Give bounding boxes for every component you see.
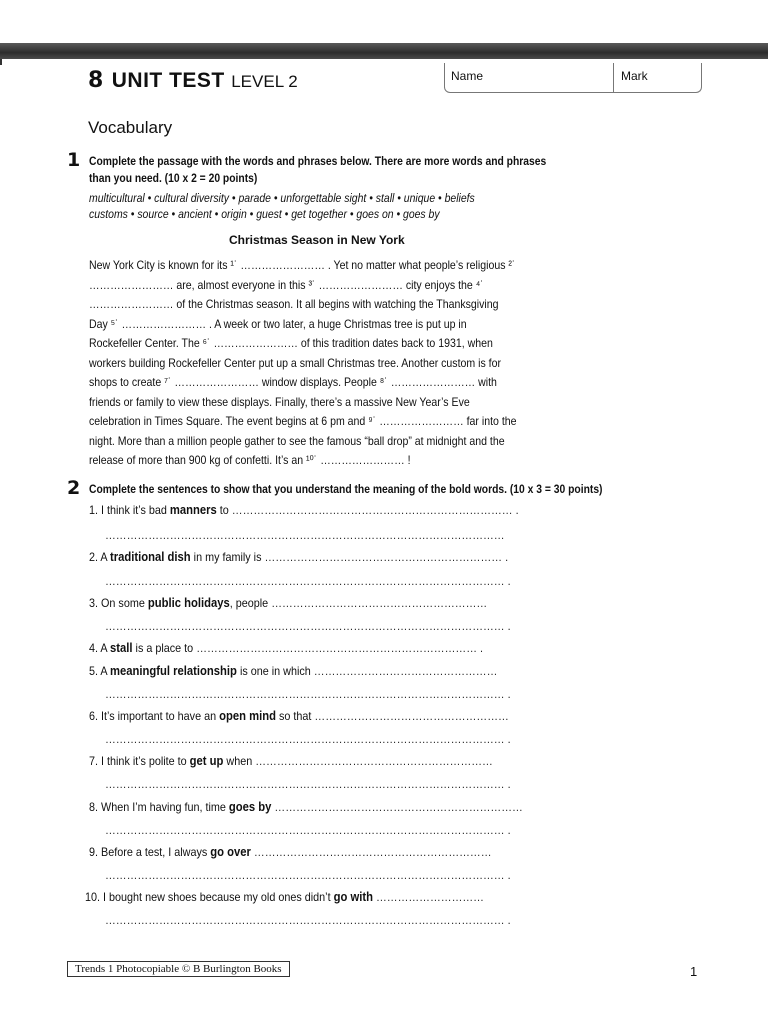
item-text: I bought new shoes because my old ones didn’t: [103, 890, 334, 904]
item-text: On some: [101, 596, 148, 610]
header-bar-tick: [0, 59, 2, 65]
item-number: 4.: [89, 641, 99, 655]
list-item: [89, 845, 492, 859]
item-text: when: [223, 754, 256, 768]
list-item: [89, 641, 483, 655]
answer-blank[interactable]: ………………………………………………: [314, 709, 509, 723]
word-bank: [89, 190, 507, 222]
answer-blank-line[interactable]: ………………………………………………………………………………………………… .: [105, 619, 511, 633]
name-mark-box: [444, 63, 702, 93]
item-text: , people: [229, 596, 272, 610]
answer-blank[interactable]: ……………………………………………: [313, 664, 498, 678]
name-field-label[interactable]: Name: [451, 69, 484, 83]
item-text: is a place to: [132, 641, 197, 655]
passage-line: Rockefeller Center. The ⁶˙ …………………… of this tradition dates back to 1931, when: [89, 336, 493, 350]
passage-line: shops to create ⁷˙ …………………… window displays. People ⁸˙ …………………… with: [89, 375, 497, 389]
item-text: A: [100, 641, 111, 655]
question-2-number: 2: [67, 477, 81, 499]
list-item: [89, 503, 519, 517]
answer-blank-line[interactable]: ………………………………………………………………………………………………… .: [105, 777, 511, 791]
passage-line: …………………… are, almost everyone in this ³˙ …………………… city enjoys the ⁴˙: [89, 277, 484, 292]
question-1-number: 1: [67, 149, 81, 171]
passage-line: New York City is known for its ¹˙ …………………… . Yet no matter what people’s religious ²˙: [89, 258, 516, 272]
answer-blank-line[interactable]: ………………………………………………………………………………………………… .: [105, 687, 511, 701]
answer-blank-line[interactable]: …………………………………………………………………………………………………: [105, 528, 505, 542]
passage-line: night. More than a million people gather to see the famous “ball drop” at midnight and the: [89, 433, 505, 448]
question-1-instruction-line-1: Complete the passage with the words and phrases below. There are more words and phrases: [89, 154, 547, 168]
answer-blank-line[interactable]: ………………………………………………………………………………………………… .: [105, 732, 511, 746]
level-label: LEVEL 2: [231, 72, 298, 91]
item-number: 6.: [89, 709, 99, 723]
item-text: It’s important to have an: [101, 709, 220, 723]
answer-blank[interactable]: …………………………………………………………: [255, 754, 493, 768]
list-item: [89, 754, 493, 768]
list-item: [89, 800, 523, 814]
item-bold-word: get up: [189, 754, 224, 768]
word-bank-line-2: customs • source • ancient • origin • guest • get together • goes on • goes by: [89, 207, 440, 221]
passage-line: Day ⁵˙ …………………… . A week or two later, a huge Christmas tree is put up in: [89, 316, 467, 331]
answer-blank-line[interactable]: ………………………………………………………………………………………………… .: [105, 868, 511, 882]
item-bold-word: traditional dish: [110, 550, 191, 564]
item-number: 1.: [89, 503, 99, 517]
header-bar: [0, 43, 768, 59]
passage-line: release of more than 900 kg of confetti. It’s an ¹⁰˙ …………………… !: [89, 453, 411, 467]
page-title: [88, 68, 298, 93]
answer-blank-line[interactable]: ………………………………………………………………………………………………… .: [105, 574, 511, 588]
answer-blank[interactable]: …………………………………………………………: [253, 845, 492, 859]
name-mark-divider: [613, 63, 614, 92]
item-text: A: [100, 664, 111, 678]
item-bold-word: manners: [169, 503, 217, 517]
passage-line: workers building Rockefeller Center put up a small Christmas tree. Another custom is for: [89, 355, 502, 370]
item-text: I think it’s polite to: [101, 754, 190, 768]
item-bold-word: meaningful relationship: [110, 664, 237, 678]
answer-blank[interactable]: …………………………: [375, 890, 484, 904]
answer-blank[interactable]: ……………………………………………………: [271, 596, 488, 610]
item-number: 2.: [89, 550, 99, 564]
item-bold-word: public holidays: [147, 596, 230, 610]
passage: [89, 256, 547, 471]
item-text: I think it’s bad: [101, 503, 170, 517]
list-item: [89, 596, 487, 610]
word-bank-line-1: multicultural • cultural diversity • parade • unforgettable sight • stall • unique • beliefs: [89, 191, 475, 205]
answer-blank-line[interactable]: ………………………………………………………………………………………………… .: [105, 913, 511, 927]
item-bold-word: go over: [210, 845, 251, 859]
item-text: Before a test, I always: [101, 845, 211, 859]
passage-line: celebration in Times Square. The event begins at 6 pm and ⁹˙ …………………… far into the: [89, 414, 517, 428]
unit-number: 8: [88, 68, 104, 93]
item-number: 5.: [89, 664, 99, 678]
answer-blank[interactable]: …………………………………………………………………… .: [231, 503, 519, 517]
item-bold-word: open mind: [219, 709, 276, 723]
unit-label: UNIT TEST: [111, 69, 225, 92]
question-2-instruction: Complete the sentences to show that you understand the meaning of the bold words. (10 x 3 = 30 points): [89, 482, 603, 496]
item-number: 3.: [89, 596, 99, 610]
mark-field-label[interactable]: Mark: [621, 69, 648, 83]
item-bold-word: goes by: [228, 800, 272, 814]
answer-blank[interactable]: …………………………………………………………………… .: [196, 641, 484, 655]
list-item: [89, 709, 509, 723]
passage-title: Christmas Season in New York: [229, 233, 405, 247]
answer-blank[interactable]: ……………………………………………………………: [274, 800, 523, 814]
passage-line: friends or family to view these displays. Finally, there’s a massive New Year’s Eve: [89, 394, 470, 409]
question-1-instruction: [89, 153, 579, 187]
item-text: When I’m having fun, time: [101, 800, 229, 814]
item-text: so that: [275, 709, 315, 723]
page-number: 1: [690, 964, 698, 979]
item-text: is one in which: [236, 664, 314, 678]
list-item: [85, 890, 484, 904]
section-title: Vocabulary: [88, 118, 173, 137]
item-number: 9.: [89, 845, 99, 859]
item-bold-word: go with: [333, 890, 373, 904]
item-number: 10.: [85, 890, 101, 904]
item-number: 7.: [89, 754, 99, 768]
list-item: [89, 664, 497, 678]
item-number: 8.: [89, 800, 99, 814]
item-bold-word: stall: [110, 641, 133, 655]
item-text: to: [216, 503, 232, 517]
answer-blank-line[interactable]: ………………………………………………………………………………………………… .: [105, 823, 511, 837]
item-text: in my family is: [190, 550, 265, 564]
answer-blank[interactable]: ………………………………………………………… .: [264, 550, 509, 564]
passage-line: …………………… of the Christmas season. It all begins with watching the Thanksgiving: [89, 297, 499, 311]
item-text: A: [100, 550, 111, 564]
question-1-instruction-line-2: than you need. (10 x 2 = 20 points): [89, 171, 258, 185]
footer-credit: Trends 1 Photocopiable © B Burlington Books: [67, 961, 290, 977]
list-item: [89, 550, 508, 564]
